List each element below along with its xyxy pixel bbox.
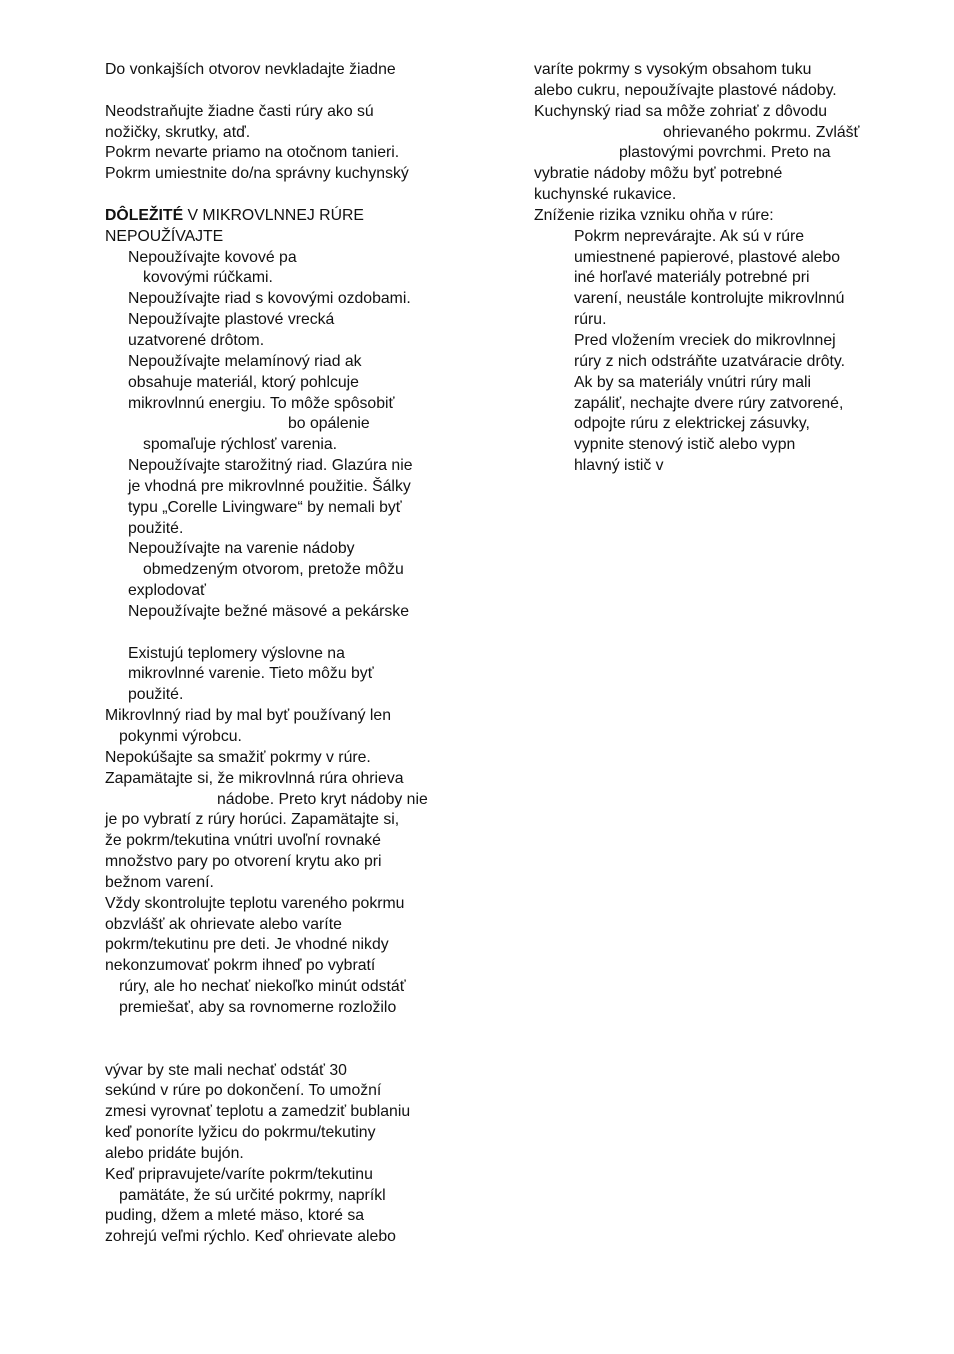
text-line: umiestnené papierové, plastové alebo — [574, 248, 841, 266]
text-line: ohrievaného pokrmu. Zvlášť — [663, 123, 860, 141]
text-line — [105, 1040, 485, 1061]
text-line: Nepoužívajte riad s kovovými ozdobami. — [128, 290, 411, 308]
text-line: bežnom varení. — [105, 873, 214, 891]
text-line: Nepokúšajte sa smažiť pokrmy v rúre. — [105, 748, 371, 766]
text-line: pokynmi výrobcu. — [119, 728, 242, 745]
text-line: pamätáte, že sú určité pokrmy, napríkl — [119, 1186, 386, 1204]
text-line: Pokrm nevarte priamo na otočnom tanieri. — [105, 144, 400, 162]
text-line: hlavný istič v — [574, 457, 664, 475]
text-line: vypnite stenový istič alebo vypn — [574, 436, 796, 454]
text-line: použité. — [128, 519, 184, 537]
text-line: Nepoužívajte starožitný riad. Glazúra nie — [128, 457, 413, 475]
text-line: Keď pripravujete/varíte pokrm/tekutinu — [105, 1165, 373, 1183]
text-line: obsahuje materiál, ktorý pohlcuje — [128, 373, 359, 391]
text-line: puding, džem a mleté mäso, ktoré sa — [105, 1207, 365, 1225]
text-line — [105, 1019, 485, 1040]
text-line: Mikrovlnný riad by mal byť používaný len — [105, 707, 392, 725]
text-line — [105, 623, 485, 644]
text-line: množstvo pary po otvorení krytu ako pri — [105, 853, 382, 871]
text-line: Zapamätajte si, že mikrovlnná rúra ohrieva — [105, 769, 404, 787]
text-line: iné horľavé materiály potrebné pri — [574, 269, 810, 287]
text-line: varení, neustále kontrolujte mikrovlnnú — [574, 290, 845, 308]
text-line: Nepoužívajte na varenie nádoby — [128, 540, 355, 558]
text-line: nožičky, skrutky, atď. — [105, 123, 251, 141]
text-line: odpojte rúru z elektrickej zásuvky, — [574, 415, 810, 433]
text-line: vývar by ste mali nechať odstáť 30 — [105, 1061, 347, 1079]
text-line: plastovými povrchmi. Preto na — [619, 144, 831, 162]
text-line: rúry, ale ho nechať niekoľko minút odstáť — [119, 978, 406, 996]
text-line: Nepoužívajte melamínový riad ak — [128, 352, 362, 370]
text-line: zapáliť, nechajte dvere rúry zatvorené, — [574, 394, 844, 412]
text-line: NEPOUŽÍVAJTE — [105, 227, 224, 245]
text-line: alebo pridáte bujón. — [105, 1144, 244, 1162]
text-line — [105, 185, 485, 206]
text-line: Vždy skontrolujte teplotu vareného pokrmu — [105, 894, 405, 912]
text-line: kovovými rúčkami. — [143, 269, 273, 287]
text-line: Nepoužívajte bežné mäsové a pekárske — [128, 602, 409, 620]
text-line: rúru. — [574, 311, 607, 329]
text-line: sekúnd v rúre po dokončení. To umožní — [105, 1082, 382, 1100]
text-line: je vhodná pre mikrovlnné použitie. Šálky — [128, 477, 411, 495]
right-column — [534, 60, 924, 477]
text-line: bo opálenie — [288, 415, 370, 433]
text-line: Zníženie rizika vzniku ohňa v rúre: — [534, 206, 774, 224]
text-line: Neodstraňujte žiadne časti rúry ako sú — [105, 102, 374, 120]
text-line: keď ponoríte lyžicu do pokrmu/tekutiny — [105, 1124, 376, 1142]
text-line: premiešať, aby sa rovnomerne rozložilo — [119, 998, 397, 1016]
text-line: nádobe. Preto kryt nádoby nie — [217, 790, 428, 808]
text-line: mikrovlnné varenie. Tieto môžu byť — [128, 665, 374, 683]
text-line: Do vonkajších otvorov nevkladajte žiadne — [105, 61, 396, 78]
text-line: že pokrm/tekutina vnútri uvoľní rovnaké — [105, 832, 381, 850]
text-line: Existujú teplomery výslovne na — [128, 644, 345, 662]
text-line: použité. — [128, 686, 184, 704]
text-line: Nepoužívajte kovové pa — [128, 248, 297, 266]
text-line: obmedzeným otvorom, pretože môžu — [143, 561, 404, 579]
text-line: vybratie nádoby môžu byť potrebné — [534, 165, 783, 183]
text-line: Pred vložením vreciek do mikrovlnnej — [574, 331, 836, 349]
text-line: alebo cukru, nepoužívajte plastové nádoby. — [534, 81, 837, 99]
text-line: rúry z nich odstráňte uzatváracie drôty. — [574, 352, 846, 370]
text-line — [105, 81, 485, 102]
text-line: zohrejú veľmi rýchlo. Keď ohrievate alebo — [105, 1228, 396, 1246]
text-line: kuchynské rukavice. — [534, 186, 677, 204]
text-line: spomaľuje rýchlosť varenia. — [143, 436, 338, 454]
text-line: je po vybratí z rúry horúci. Zapamätajte si, — [105, 811, 400, 829]
text-line: Kuchynský riad sa môže zohriať z dôvodu — [534, 102, 828, 120]
text-line: uzatvorené drôtom. — [128, 331, 265, 349]
text-line: Pokrm umiestnite do/na správny kuchynský — [105, 165, 409, 183]
text-line: obzvlášť ak ohrievate alebo varíte — [105, 915, 342, 933]
text-line: pokrm/tekutinu pre deti. Je vhodné nikdy — [105, 936, 389, 954]
text-line: nekonzumovať pokrm ihneď po vybratí — [105, 957, 376, 975]
heading-rest: V MIKROVLNNEJ RÚRE — [183, 206, 364, 224]
bold-heading-word: DÔLEŽITÉ — [105, 206, 184, 224]
text-line: Ak by sa materiály vnútri rúry mali — [574, 373, 812, 391]
text-line: mikrovlnnú energiu. To môže spôsobiť — [128, 394, 395, 412]
text-line: typu „Corelle Livingware“ by nemali byť — [128, 498, 402, 516]
text-line: Nepoužívajte plastové vrecká — [128, 311, 335, 329]
left-column — [105, 60, 485, 1248]
text-line: Pokrm neprevárajte. Ak sú v rúre — [574, 227, 805, 245]
text-line: explodovať — [128, 582, 206, 600]
text-line — [105, 206, 485, 227]
text-line: zmesi vyrovnať teplotu a zamedziť bublaniu — [105, 1103, 411, 1121]
text-line: varíte pokrmy s vysokým obsahom tuku — [534, 61, 812, 78]
